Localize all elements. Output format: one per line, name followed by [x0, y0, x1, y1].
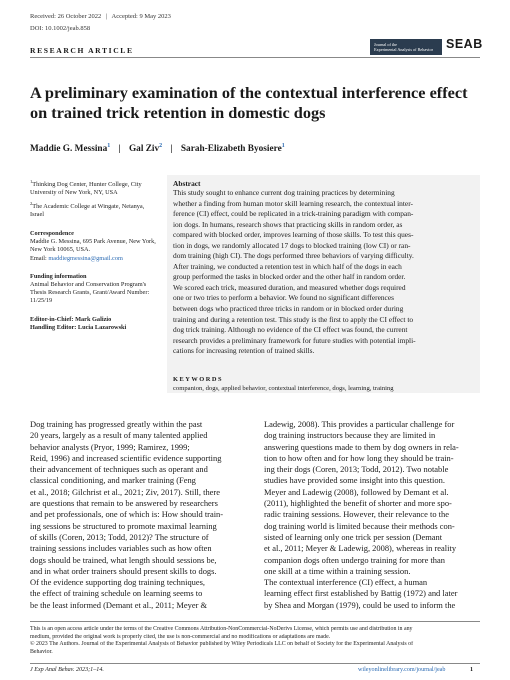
body-text-line: 20 years, largely as a result of many talented applied [30, 430, 208, 441]
abstract-line: cations for increasing retention of trained skills. [173, 346, 315, 356]
affiliation-sup: 2 [30, 200, 33, 206]
journal-badge-line1: Journal of the [374, 42, 398, 47]
body-text-line: dog training instructors because they are limited in [264, 430, 436, 441]
body-column-left [30, 419, 246, 611]
body-text-line: The contextual interference (CI) effect, a human [264, 577, 428, 588]
body-text-line: radic training sessions. However, their relevance to the [264, 509, 449, 520]
section-label: RESEARCH ARTICLE [30, 46, 134, 55]
body-text-line: et al., 2018; Gilchrist et al., 2021; Ziv, 2017). Still, there [30, 486, 220, 497]
body-text-line: dogs should be trained, what length should sessions be, [30, 554, 217, 565]
abstract-line: whether a finding from human motor skill learning research, the contextual inter- [173, 198, 413, 208]
abstract-line: compared with blocked order, improves learning of those skills. To test this ques- [173, 230, 414, 240]
footer-rule [30, 621, 480, 622]
author-affiliation-sup: 1 [107, 143, 111, 149]
keywords-text: companion, dogs, applied behavior, contextual interference, dogs, learning, training [173, 385, 394, 392]
body-text-line: et al., 2011; Meyer & Ladewig, 2008), whereas in reality [264, 543, 457, 554]
email-link[interactable]: maddiegmessina@gmail.com [48, 254, 123, 262]
received-date [30, 13, 171, 20]
abstract-line: ion dogs. In humans, research shows that practicing skills in random order, as [173, 219, 403, 229]
body-text-line: one skill at a time within a training session. [264, 565, 411, 576]
license-line: © 2023 The Authors. Journal of the Experimental Analysis of Behavior published by Wiley Periodicals LLC on behalf of Society for the Experimental Analysis of [30, 641, 414, 648]
body-text-line: Meyer and Ladewig (2008), followed by Demant et al. [264, 486, 449, 497]
abstract-line: We scored each trick, measured duration, and measured whether dogs required [173, 282, 406, 292]
citation: J Exp Anal Behav. 2023;1–14. [30, 667, 104, 673]
body-text-line: Dog training has progressed greatly within the past [30, 419, 203, 429]
affiliation-2 [30, 200, 158, 220]
license-line: medium, provided the original work is properly cited, the use is non-commercial and no modifications or adaptations are made. [30, 633, 331, 640]
body-text-line: studies have provided some insight into this question. [264, 475, 445, 486]
body-text-line: classical conditioning, and marker training (Feng [30, 475, 196, 486]
handling-editor: Handling Editor: Lucia Lazarowski [30, 323, 127, 331]
header-rule [30, 57, 480, 58]
accepted-text: Accepted: 9 May 2023 [111, 13, 171, 20]
body-text-line: the effect of training schedule on learning seems to [30, 588, 203, 599]
abstract-line: dog trick training. Although no evidence of the CI effect was found, the current [173, 325, 408, 335]
abstract-line: ference (CI) effect, could be replicated in a trick-training paradigm with compan- [173, 209, 414, 219]
body-text-line: sisted of learning only one trick per session (Demant [264, 531, 443, 542]
affiliation-1 [30, 178, 158, 198]
page-number: 1 [470, 667, 474, 673]
received-text: Received: 26 October 2022 [30, 13, 102, 20]
body-text-line: Reid, 1996) and increased scientific evidence supporting [30, 452, 222, 463]
body-column-right [264, 419, 480, 611]
body-text-line: (2011), highlighted the benefit of shorter and more spo- [264, 498, 452, 509]
body-text-line: of skills (Coren, 2013; Todd, 2012)? The structure of [30, 531, 209, 542]
abstract-line: After training, we conducted a retention test in which half of the dogs in each [173, 261, 402, 271]
body-text-line: dog training world is limited because their methods con- [264, 520, 455, 531]
author-name[interactable]: Gal Ziv [128, 144, 160, 155]
abstract-line: training and during a retention test. This study is the first to apply the CI effect to [173, 314, 414, 324]
body-text-line: Of the evidence supporting dog training techniques, [30, 577, 206, 588]
body-text-line: are questions that remain to be answered by researchers [30, 498, 218, 509]
license-line: This is an open access article under the terms of the Creative Commons Attribution-NonCommercial-NoDerivs License, which permits use and distribution in any [30, 626, 413, 632]
seab-logo-text: SEAB [446, 37, 483, 51]
license-line: Behavior. [30, 648, 53, 655]
abstract-line: between dogs who practiced three tricks in random or in blocked order during [173, 304, 404, 314]
body-text-line: Ladewig, 2008). This provides a particular challenge for [264, 419, 455, 429]
editor-in-chief: Editor-in-Chief: Mark Galizio [30, 315, 112, 323]
author-affiliation-sup: 2 [159, 143, 163, 149]
keywords [173, 376, 474, 392]
journal-url[interactable]: wileyonlinelibrary.com/journal/jeab [358, 667, 446, 673]
funding-text: Animal Behavior and Conservation Program's Thesis Research Grants, Grant/Award Number: 11/25/19 [30, 281, 150, 305]
author-name[interactable]: Sarah-Elizabeth Byosiere [180, 144, 282, 155]
body-text-line: and pet professionals, one of which is: How should train- [30, 509, 224, 520]
footer-rule-bottom [30, 663, 480, 664]
author-separator: | [118, 144, 121, 155]
body-text-line: be the least informed (Demant et al., 2011; Meyer & [30, 599, 208, 610]
body-text-line: tion to how often and for how long they should be train- [264, 452, 454, 463]
publisher-logo [446, 37, 483, 51]
abstract-text [173, 188, 474, 357]
abstract-line: dom training (high CI). The dogs performed three behaviors of varying difficulty. [173, 251, 414, 261]
author-affiliation-sup: 1 [281, 143, 285, 149]
body-text-line: ing their dogs (Coren, 2013; Todd, 2012). Two notable [264, 464, 449, 475]
doi[interactable]: DOI: 10.1002/jeab.858 [30, 25, 91, 32]
body-text-line: by Shea and Morgan (1979), could be used to inform the [264, 599, 456, 610]
body-text-line: and in what order trainers should present skills to dogs. [30, 565, 217, 576]
license-notice [30, 626, 482, 656]
journal-badge-line2: Experimental Analysis of Behavior [374, 47, 433, 52]
body-text-line: behavior analysts (Pryor, 1999; Ramirez, 1999; [30, 441, 190, 452]
title-line-2: on trained trick retention in domestic dogs [30, 103, 326, 122]
abstract-line: one or two tries to perform a behavior. We found no significant differences [173, 293, 394, 303]
email-label: Email: [30, 254, 47, 262]
author-name[interactable]: Maddie G. Messina [30, 144, 108, 155]
correspondence-heading: Correspondence [30, 230, 74, 237]
abstract-line: research provides a preliminary framework for future studies with potential impli- [173, 335, 416, 345]
header-separator: | [105, 13, 108, 20]
abstract [173, 179, 474, 357]
sidebar [30, 178, 158, 332]
body-text-line: companion dogs often undergo training for more than [264, 554, 445, 565]
affiliation-text: The Academic College at Wingate, Netanya, Israel [30, 202, 145, 218]
body-text-line: ing sessions be structured to promote maximal learning [30, 520, 217, 531]
author-list [30, 143, 285, 154]
title-line-1: A preliminary examination of the contextual interference effect [30, 83, 468, 102]
abstract-heading: Abstract [173, 179, 201, 188]
affiliation-sup: 1 [30, 179, 33, 184]
correspondence-email [30, 255, 158, 263]
abstract-line: group performed the tasks in blocked order and the other half in random order. [173, 272, 406, 282]
body-text-line: training sessions includes variables such as how often [30, 543, 212, 554]
keywords-heading: KEYWORDS [173, 376, 223, 383]
author-separator: | [170, 144, 173, 155]
funding-heading: Funding information [30, 272, 87, 280]
body-text-line: answering questions made to them by dog owners in rela- [264, 441, 459, 452]
affiliation-text: Thinking Dog Center, Hunter College, City University of New York, NY, USA [30, 181, 142, 197]
abstract-line: This study sought to enhance current dog training practices by determining [173, 188, 395, 197]
body-text-line: their advancement of techniques such as operant and [30, 464, 208, 475]
abstract-line: tion in dogs, we randomly allocated 17 dogs to blocked training (low CI) or ran- [173, 240, 411, 250]
article-title [30, 83, 490, 123]
correspondence-address: Maddie G. Messina, 695 Park Avenue, New York, New York 10065, USA. [30, 238, 156, 254]
journal-badge[interactable] [370, 39, 442, 55]
body-text-line: learning effect first established by Battig (1972) and later [264, 588, 458, 599]
